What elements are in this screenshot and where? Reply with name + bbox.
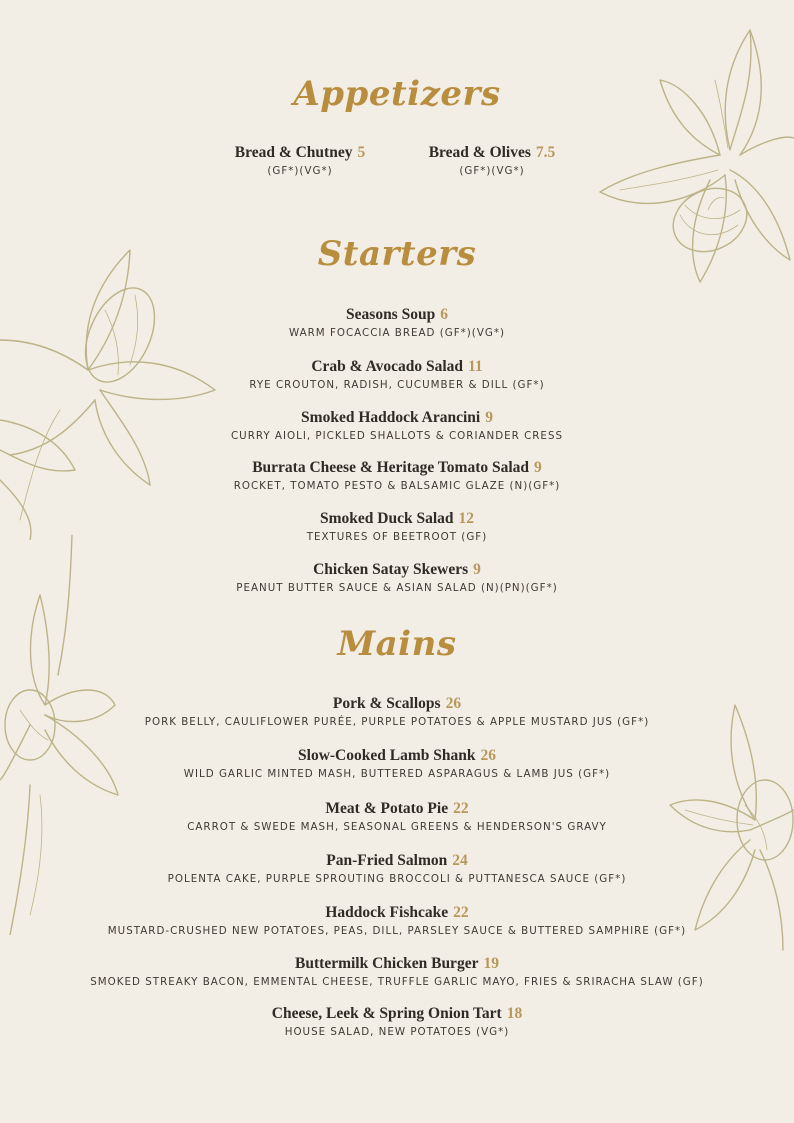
menu-item-lamb-shank <box>0 745 794 781</box>
item-description: PEANUT BUTTER SAUCE & ASIAN SALAD (N)(PN)(GF*) <box>236 582 558 594</box>
item-name: Smoked Haddock Arancini <box>301 409 481 426</box>
item-price: 6 <box>440 306 448 323</box>
daffodil-illustration-bottom-right <box>665 700 794 980</box>
item-price: 26 <box>445 695 462 712</box>
menu-item-pork-scallops <box>0 693 794 729</box>
menu-item-haddock-arancini <box>0 407 794 443</box>
menu-item-seasons-soup <box>0 304 794 340</box>
item-description: POLENTA CAKE, PURPLE SPROUTING BROCCOLI & PUTTANESCA SAUCE (GF*) <box>167 873 627 885</box>
item-price: 19 <box>483 955 499 972</box>
menu-item-chicken-burger <box>0 953 794 989</box>
item-price: 26 <box>480 747 496 764</box>
item-description: (GF*)(VG*) <box>459 165 525 177</box>
item-price: 7.5 <box>535 144 556 161</box>
menu-item-bread-olives <box>392 142 592 178</box>
menu-item-pan-fried-salmon <box>0 850 794 886</box>
item-name: Slow-Cooked Lamb Shank <box>298 747 476 764</box>
item-price: 22 <box>453 800 469 817</box>
item-description: RYE CROUTON, RADISH, CUCUMBER & DILL (GF*) <box>249 379 545 391</box>
item-price: 9 <box>473 561 481 578</box>
item-name: Smoked Duck Salad <box>319 510 454 527</box>
item-description: MUSTARD-CRUSHED NEW POTATOES, PEAS, DILL, PARSLEY SAUCE & BUTTERED SAMPHIRE (GF*) <box>107 925 687 937</box>
menu-item-meat-potato-pie <box>0 798 794 834</box>
menu-item-haddock-fishcake <box>0 902 794 938</box>
item-name: Burrata Cheese & Heritage Tomato Salad <box>252 459 530 476</box>
item-name: Seasons Soup <box>346 306 436 323</box>
item-name: Pork & Scallops <box>332 695 441 712</box>
item-name: Crab & Avocado Salad <box>311 358 464 375</box>
appetizers-list <box>0 142 794 182</box>
item-name: Buttermilk Chicken Burger <box>295 955 479 972</box>
item-price: 5 <box>357 144 366 161</box>
item-price: 12 <box>458 510 474 527</box>
item-description: PORK BELLY, CAULIFLOWER PURÉE, PURPLE POTATOES & APPLE MUSTARD JUS (GF*) <box>144 716 650 728</box>
item-name: Cheese, Leek & Spring Onion Tart <box>271 1005 502 1022</box>
item-name: Chicken Satay Skewers <box>313 561 469 578</box>
item-price: 9 <box>485 409 493 426</box>
item-price: 9 <box>534 459 542 476</box>
item-name: Pan-Fried Salmon <box>326 852 448 869</box>
item-name: Meat & Potato Pie <box>325 800 449 817</box>
item-description: ROCKET, TOMATO PESTO & BALSAMIC GLAZE (N)(GF*) <box>233 480 561 492</box>
section-title-starters: Starters <box>317 234 477 274</box>
item-price: 11 <box>468 358 483 375</box>
menu-item-burrata-salad <box>0 457 794 493</box>
item-description: HOUSE SALAD, NEW POTATOES (VG*) <box>284 1026 510 1038</box>
item-description: TEXTURES OF BEETROOT (GF) <box>306 531 488 543</box>
menu-item-bread-chutney <box>200 142 400 178</box>
item-description: (GF*)(VG*) <box>267 165 333 177</box>
menu-item-chicken-satay <box>0 559 794 595</box>
item-description: CARROT & SWEDE MASH, SEASONAL GREENS & HENDERSON'S GRAVY <box>187 821 607 833</box>
item-price: 18 <box>506 1005 523 1022</box>
section-title-appetizers: Appetizers <box>293 74 501 114</box>
item-price: 22 <box>453 904 469 921</box>
menu-item-smoked-duck-salad <box>0 508 794 544</box>
item-name: Haddock Fishcake <box>325 904 449 921</box>
section-title-mains: Mains <box>337 624 457 664</box>
item-price: 24 <box>452 852 468 869</box>
menu-item-leek-tart <box>0 1003 794 1039</box>
item-description: CURRY AIOLI, PICKLED SHALLOTS & CORIANDER CRESS <box>230 430 564 442</box>
item-description: WILD GARLIC MINTED MASH, BUTTERED ASPARAGUS & LAMB JUS (GF*) <box>183 768 611 780</box>
item-name: Bread & Chutney <box>234 144 353 161</box>
item-description: SMOKED STREAKY BACON, EMMENTAL CHEESE, TRUFFLE GARLIC MAYO, FRIES & SRIRACHA SLAW (GF) <box>90 976 704 988</box>
item-description: WARM FOCACCIA BREAD (GF*)(VG*) <box>288 327 506 339</box>
item-name: Bread & Olives <box>428 144 531 161</box>
menu-item-crab-avocado-salad <box>0 356 794 392</box>
